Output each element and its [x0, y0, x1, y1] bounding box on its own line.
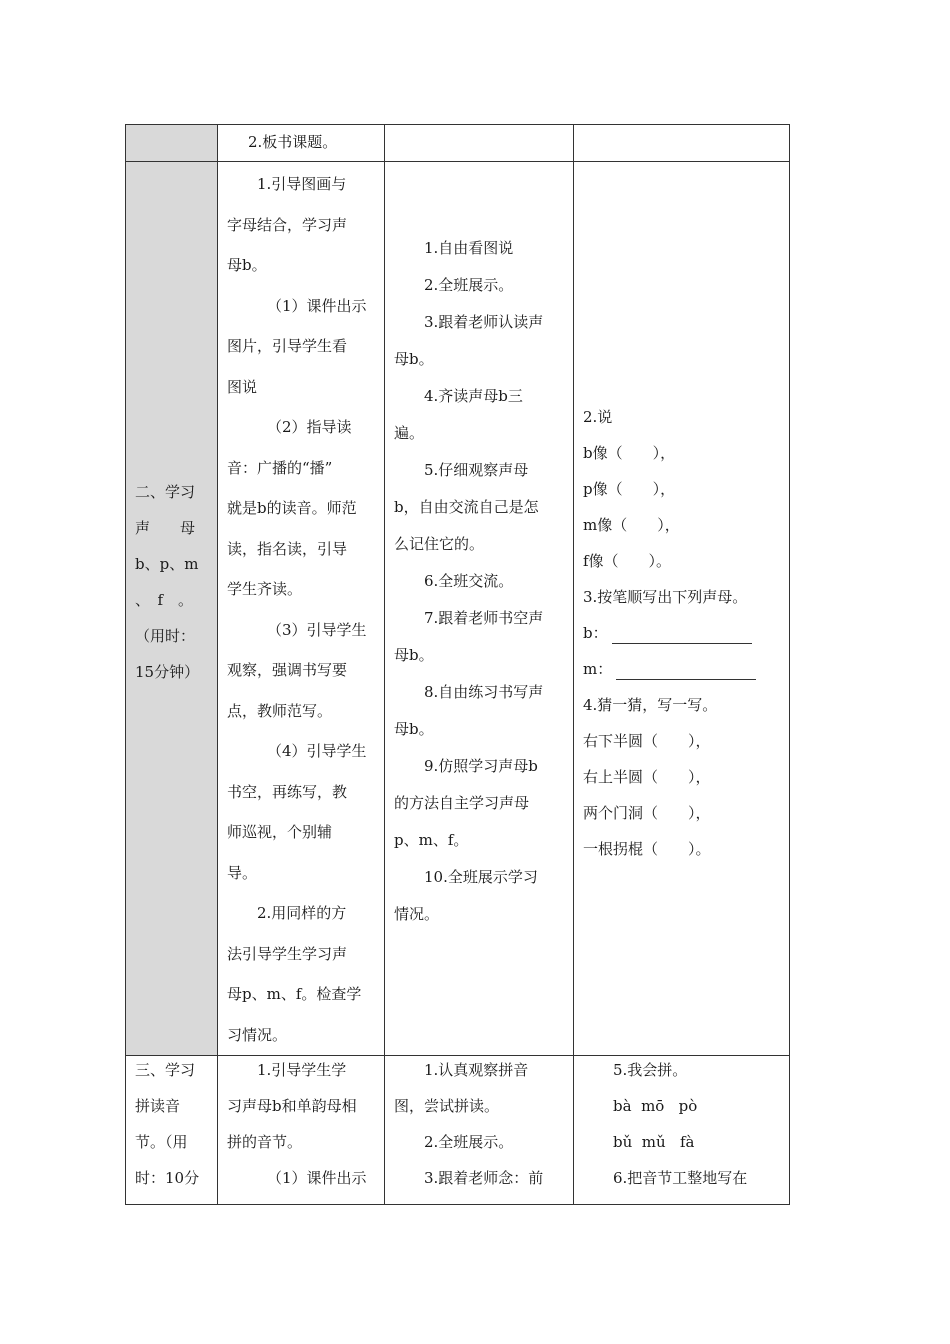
text-line: b像（ ），	[583, 444, 676, 462]
text-line: b、p、m	[135, 555, 199, 573]
stage-cell	[126, 125, 218, 162]
text-line: 遍。	[394, 424, 425, 442]
exercise-cell	[574, 1056, 790, 1205]
text-line: 6.把音节工整地写在	[613, 1169, 748, 1187]
text-line: （1）课件出示	[267, 296, 367, 315]
teacher-activity-cell	[218, 125, 385, 162]
text-line: 1.引导学生学	[257, 1061, 347, 1079]
pinyin-line: bà mō pò	[613, 1097, 698, 1115]
teacher-activity-cell	[218, 162, 385, 1056]
text-line: 观察，强调书写要	[227, 661, 348, 679]
text-line: 图说	[227, 377, 258, 396]
stage-cell	[126, 162, 218, 1056]
text-line: m像（ ），	[583, 516, 680, 534]
text-line: 5.我会拼。	[613, 1061, 688, 1079]
text-line: b，自由交流自己是怎	[394, 498, 539, 516]
text-line: 3.跟着老师念：前	[424, 1169, 544, 1187]
text-line: b：	[583, 624, 608, 642]
text-line: 时：10分	[135, 1169, 200, 1187]
text-line: 5.仔细观察声母	[424, 461, 529, 479]
text-line: 书空，再练写，教	[227, 782, 348, 801]
text-line: 读，指名读，引导	[227, 539, 348, 558]
text-line: 1.认真观察拼音	[424, 1061, 529, 1079]
exercise-cell	[574, 162, 790, 1056]
text-line: 1.自由看图说	[424, 239, 514, 257]
text-line: 母p、m、f。检查学	[227, 985, 362, 1003]
table-row	[126, 1056, 790, 1205]
student-activity-cell	[385, 125, 574, 162]
text-line: 15分钟）	[135, 663, 200, 681]
answer-blank	[612, 625, 752, 644]
text-line: 的方法自主学习声母	[394, 794, 530, 812]
text-line: 音：广播的“播”	[227, 458, 333, 477]
text-line: 2.全班展示。	[424, 1133, 514, 1151]
text-line: 么记住它的。	[394, 535, 485, 553]
answer-blank	[616, 661, 756, 680]
text-line: 8.自由练习书写声	[424, 683, 544, 701]
table-row	[126, 125, 790, 162]
text-line: 就是b的读音。师范	[227, 499, 357, 517]
text-line: 一根拐棍（ ）。	[583, 840, 711, 858]
text-line: 两个门洞（ ），	[583, 804, 711, 822]
text-line: 声 母	[135, 519, 196, 537]
answer-line-b	[583, 615, 781, 651]
answer-line-m	[583, 651, 781, 687]
text-line: （2）指导读	[267, 418, 352, 436]
text-line: 母b。	[394, 646, 434, 664]
student-activity-cell	[385, 1056, 574, 1205]
text-line: 、 f 。	[135, 591, 194, 609]
exercise-cell	[574, 125, 790, 162]
text-line: 4.猜一猜，写一写。	[583, 696, 718, 714]
text-line: 导。	[227, 863, 258, 882]
text-line: 4.齐读声母b三	[424, 387, 523, 405]
text-line: 拼的音节。	[227, 1133, 303, 1151]
text-line: 7.跟着老师书空声	[424, 609, 544, 627]
text-line: 图，尝试拼读。	[394, 1097, 500, 1115]
text-line: 母b。	[394, 720, 434, 738]
text-line: 三、学习	[135, 1061, 196, 1079]
pinyin-line: bǔ mǔ fà	[613, 1133, 695, 1151]
text-line: 2.说	[583, 408, 613, 426]
text-line: 习情况。	[227, 1025, 288, 1044]
text-line: 2.全班展示。	[424, 276, 514, 294]
lesson-plan-table	[125, 124, 790, 1205]
text-line: 6.全班交流。	[424, 572, 514, 590]
table-row	[126, 162, 790, 1056]
text-line: （3）引导学生	[267, 620, 367, 639]
text-line: 2.板书课题。	[248, 133, 338, 151]
text-line: （4）引导学生	[267, 742, 367, 760]
text-line: 2.用同样的方	[257, 904, 347, 922]
text-line: 3.跟着老师认读声	[424, 313, 544, 331]
text-line: m：	[583, 660, 613, 678]
text-line: p像（ ），	[583, 480, 676, 498]
text-line: 学生齐读。	[227, 580, 303, 598]
text-line: 3.按笔顺写出下列声母。	[583, 588, 748, 606]
text-line: （1）课件出示	[267, 1169, 367, 1187]
text-line: 二、学习	[135, 483, 196, 501]
text-line: 法引导学生学习声	[227, 944, 348, 963]
teacher-activity-cell	[218, 1056, 385, 1205]
text-line: 字母结合，学习声	[227, 215, 348, 234]
text-line: 9.仿照学习声母b	[424, 757, 538, 775]
text-line: 右下半圆（ ），	[583, 732, 711, 750]
text-line: 1.引导图画与	[257, 175, 347, 193]
text-line: p、m、f。	[394, 831, 469, 849]
text-line: 拼读音	[135, 1097, 181, 1115]
text-line: 点，教师范写。	[227, 701, 333, 720]
text-line: 图片，引导学生看	[227, 337, 348, 355]
text-line: 右上半圆（ ），	[583, 768, 711, 786]
stage-cell	[126, 1056, 218, 1205]
text-line: 10.全班展示学习	[424, 868, 538, 886]
text-line: f像（ ）。	[583, 552, 672, 570]
text-line: 母b。	[394, 350, 434, 368]
student-activity-cell	[385, 162, 574, 1056]
text-line: （用时：	[135, 627, 196, 645]
text-line: 节。（用	[135, 1133, 188, 1151]
text-line: 习声母b和单韵母相	[227, 1097, 357, 1115]
text-line: 母b。	[227, 256, 267, 274]
text-line: 师巡视，个别辅	[227, 823, 333, 841]
text-line: 情况。	[394, 905, 440, 923]
